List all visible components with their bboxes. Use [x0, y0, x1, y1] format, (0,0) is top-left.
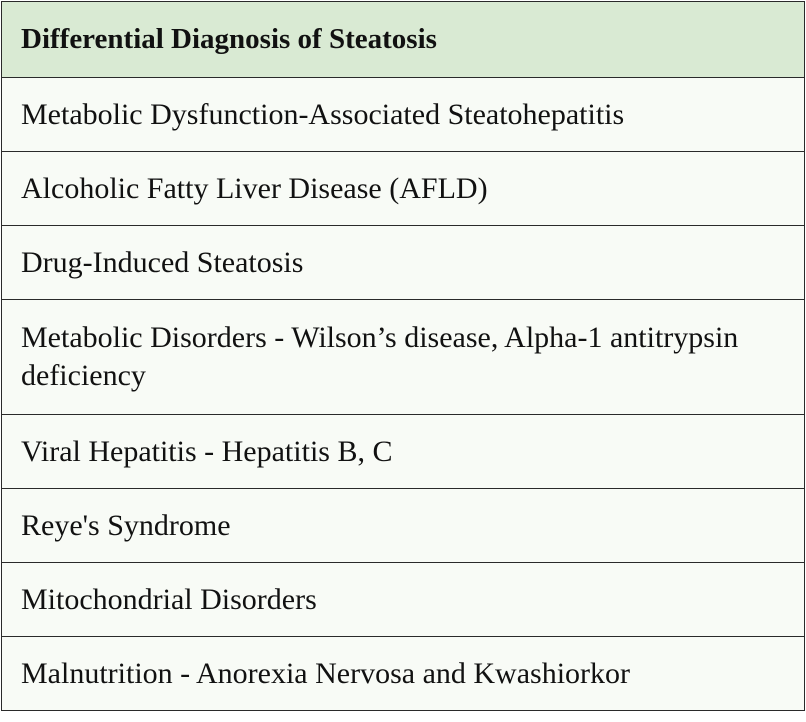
- table-cell: Alcoholic Fatty Liver Disease (AFLD): [2, 152, 805, 226]
- table-header: Differential Diagnosis of Steatosis: [2, 2, 805, 78]
- table-cell: Mitochondrial Disorders: [2, 563, 805, 637]
- table-row: [2, 152, 805, 226]
- table-row: [2, 78, 805, 152]
- table-row: [2, 415, 805, 489]
- table-cell: Malnutrition - Anorexia Nervosa and Kwashiorkor: [2, 637, 805, 711]
- table-row: [2, 637, 805, 711]
- table-row: [2, 300, 805, 415]
- table-cell: Metabolic Dysfunction-Associated Steatohepatitis: [2, 78, 805, 152]
- differential-diagnosis-table: [1, 1, 805, 711]
- table-cell: Drug-Induced Steatosis: [2, 226, 805, 300]
- table-row: [2, 489, 805, 563]
- table-cell: Viral Hepatitis - Hepatitis B, C: [2, 415, 805, 489]
- table-header-row: [2, 2, 805, 78]
- table-cell: Metabolic Disorders - Wilson’s disease, Alpha-1 antitrypsin deficiency: [2, 300, 805, 415]
- table-row: [2, 226, 805, 300]
- table-row: [2, 563, 805, 637]
- table-cell: Reye's Syndrome: [2, 489, 805, 563]
